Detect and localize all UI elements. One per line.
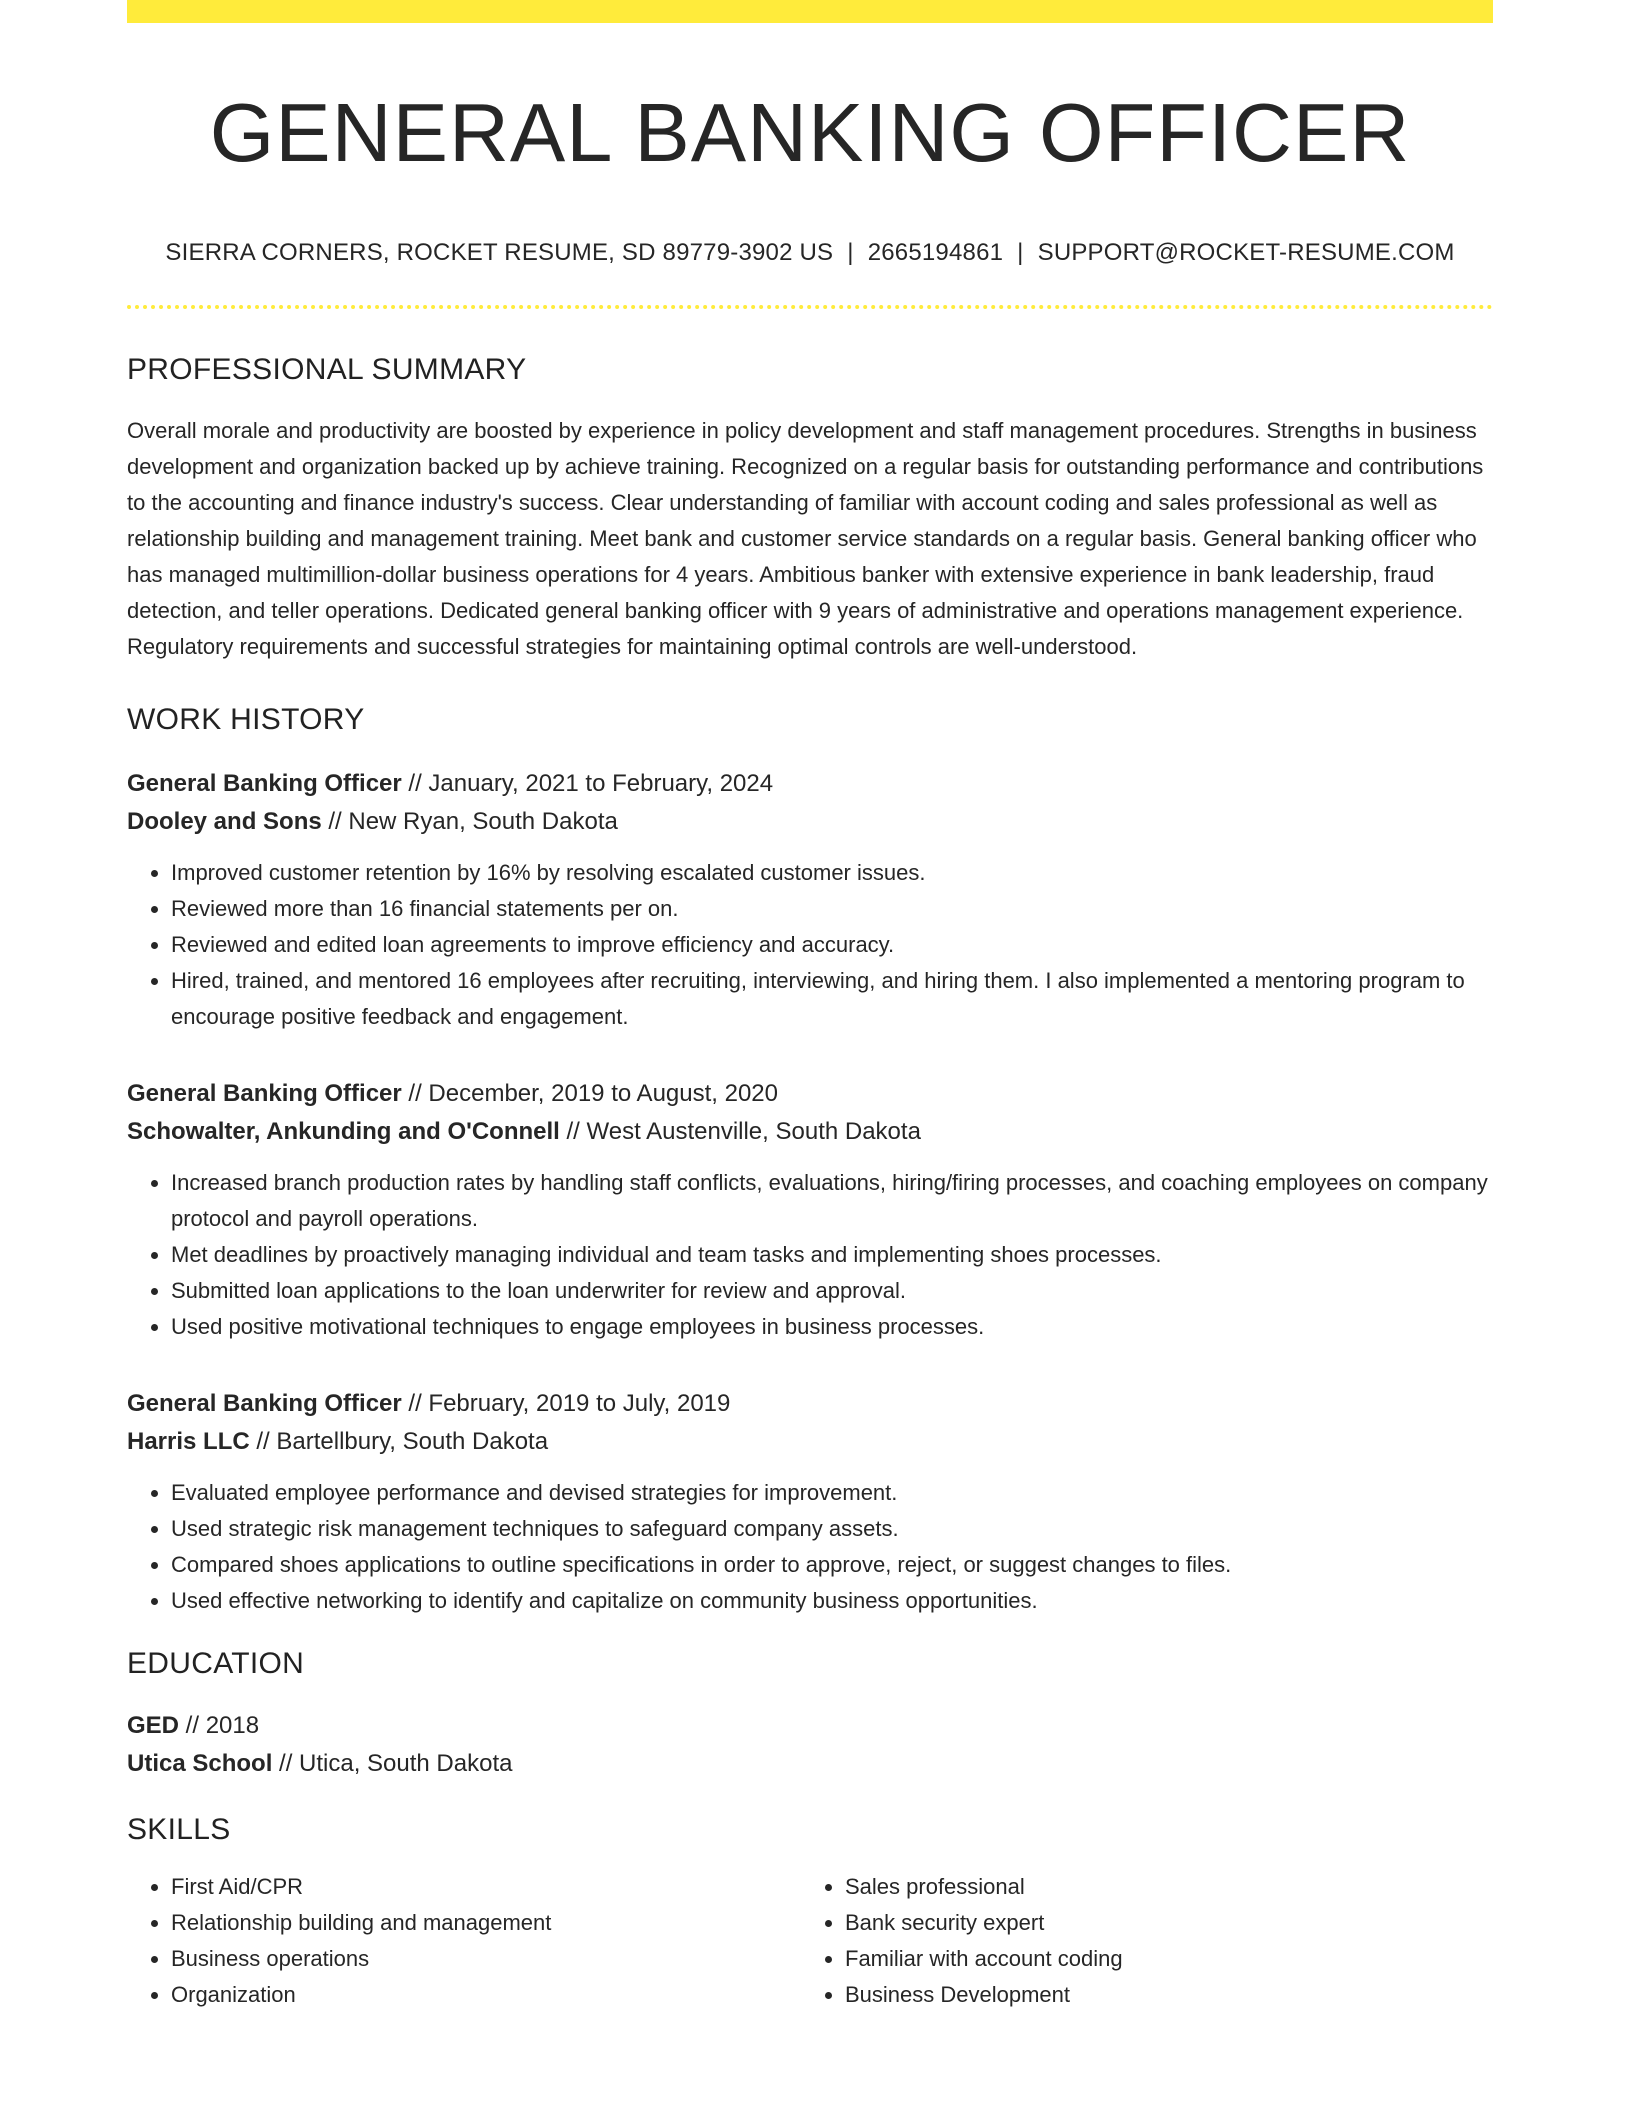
job-dates: // February, 2019 to July, 2019 bbox=[401, 1389, 731, 1417]
job-role-line bbox=[127, 1385, 1493, 1423]
job-company-line bbox=[127, 1423, 1493, 1461]
education-school: Utica School bbox=[127, 1749, 273, 1777]
skill-item: • Sales professional bbox=[845, 1869, 1475, 1905]
summary-text: Overall morale and productivity are boosted by experience in policy development and staff management procedures. Strengths in business development and organization backed up by achieve training. Recognized on a regular basis for outstanding performance and contributions to the accounting and finance industry's success. Clear understanding of familiar with account coding and sales professional as well as relationship building and management training. Meet bank and customer service standards on a regular basis. General banking officer who has managed multimillion-dollar business operations for 4 years. Ambitious banker with extensive experience in bank leadership, fraud detection, and teller operations. Dedicated general banking officer with 9 years of administrative and operations management experience. Regulatory requirements and successful strategies for maintaining optimal controls are well-understood. bbox=[127, 417, 1484, 659]
list-item: • Used strategic risk management techniques to safeguard company assets. bbox=[171, 1511, 1493, 1547]
job-location: // Bartellbury, South Dakota bbox=[249, 1427, 549, 1455]
skill-item: • Organization bbox=[171, 1977, 801, 2013]
work-history-heading: WORK HISTORY bbox=[127, 702, 365, 736]
education-degree: GED bbox=[127, 1711, 180, 1739]
education-location: // Utica, South Dakota bbox=[272, 1749, 513, 1777]
job-company: Dooley and Sons bbox=[127, 807, 322, 835]
education-year: // 2018 bbox=[179, 1711, 260, 1739]
list-item: • Improved customer retention by 16% by resolving escalated customer issues. bbox=[171, 855, 1493, 891]
contact-separator: | bbox=[1017, 238, 1024, 266]
job-company: Schowalter, Ankunding and O'Connell bbox=[127, 1117, 560, 1145]
skill-item: • Familiar with account coding bbox=[845, 1941, 1475, 1977]
job-bullets bbox=[127, 1165, 1493, 1345]
list-item: • Compared shoes applications to outline specifications in order to approve, reject, or suggest changes to files. bbox=[171, 1547, 1493, 1583]
accent-bar bbox=[127, 0, 1493, 23]
list-item: • Met deadlines by proactively managing individual and team tasks and implementing shoes processes. bbox=[171, 1237, 1493, 1273]
resume-title: GENERAL BANKING OFFICER bbox=[209, 86, 1411, 179]
job-bullets bbox=[127, 1475, 1493, 1619]
job-role-line bbox=[127, 765, 1493, 803]
summary-heading: PROFESSIONAL SUMMARY bbox=[127, 352, 527, 386]
job-role-line bbox=[127, 1075, 1493, 1113]
job-role: General Banking Officer bbox=[127, 769, 402, 797]
job-dates: // December, 2019 to August, 2020 bbox=[401, 1079, 779, 1107]
list-item: • Submitted loan applications to the loan underwriter for review and approval. bbox=[171, 1273, 1493, 1309]
job-role: General Banking Officer bbox=[127, 1079, 402, 1107]
list-item: • Used positive motivational techniques to engage employees in business processes. bbox=[171, 1309, 1493, 1345]
job-entry bbox=[127, 765, 1493, 1035]
education-degree-line bbox=[127, 1707, 1493, 1745]
skills-grid bbox=[127, 1869, 1493, 2013]
skill-item: • First Aid/CPR bbox=[171, 1869, 801, 1905]
contact-phone[interactable]: 2665194861 bbox=[867, 238, 1004, 266]
contact-separator: | bbox=[847, 238, 854, 266]
list-item: • Increased branch production rates by handling staff conflicts, evaluations, hiring/firing processes, and coaching employees on company protocol and payroll operations. bbox=[171, 1165, 1493, 1237]
job-location: // West Austenville, South Dakota bbox=[559, 1117, 921, 1145]
job-company-line bbox=[127, 1113, 1493, 1151]
job-location: // New Ryan, South Dakota bbox=[321, 807, 618, 835]
list-item: • Evaluated employee performance and devised strategies for improvement. bbox=[171, 1475, 1493, 1511]
education-school-line bbox=[127, 1745, 1493, 1783]
job-entry bbox=[127, 1385, 1493, 1619]
skills-column-left bbox=[127, 1869, 801, 2013]
skills-heading: SKILLS bbox=[127, 1812, 231, 1846]
resume-page bbox=[127, 0, 1493, 2013]
dotted-divider bbox=[127, 305, 1493, 309]
skill-item: • Bank security expert bbox=[845, 1905, 1475, 1941]
skills-column-right bbox=[801, 1869, 1475, 2013]
job-dates: // January, 2021 to February, 2024 bbox=[401, 769, 774, 797]
contact-email[interactable]: SUPPORT@ROCKET-RESUME.COM bbox=[1037, 238, 1455, 266]
skill-item: • Business Development bbox=[845, 1977, 1475, 2013]
job-entry bbox=[127, 1075, 1493, 1345]
skill-item: • Relationship building and management bbox=[171, 1905, 801, 1941]
contact-address: SIERRA CORNERS, ROCKET RESUME, SD 89779-3902 US bbox=[165, 238, 834, 266]
list-item: • Hired, trained, and mentored 16 employees after recruiting, interviewing, and hiring them. I also implemented a mentoring program to encourage positive feedback and engagement. bbox=[171, 963, 1493, 1035]
list-item: • Reviewed and edited loan agreements to improve efficiency and accuracy. bbox=[171, 927, 1493, 963]
list-item: • Reviewed more than 16 financial statements per on. bbox=[171, 891, 1493, 927]
job-bullets bbox=[127, 855, 1493, 1035]
job-role: General Banking Officer bbox=[127, 1389, 402, 1417]
job-company-line bbox=[127, 803, 1493, 841]
education-entry bbox=[127, 1707, 1493, 1783]
job-company: Harris LLC bbox=[127, 1427, 250, 1455]
contact-line bbox=[127, 239, 1493, 267]
skill-item: • Business operations bbox=[171, 1941, 801, 1977]
education-heading: EDUCATION bbox=[127, 1646, 305, 1680]
list-item: • Used effective networking to identify and capitalize on community business opportunities. bbox=[171, 1583, 1493, 1619]
